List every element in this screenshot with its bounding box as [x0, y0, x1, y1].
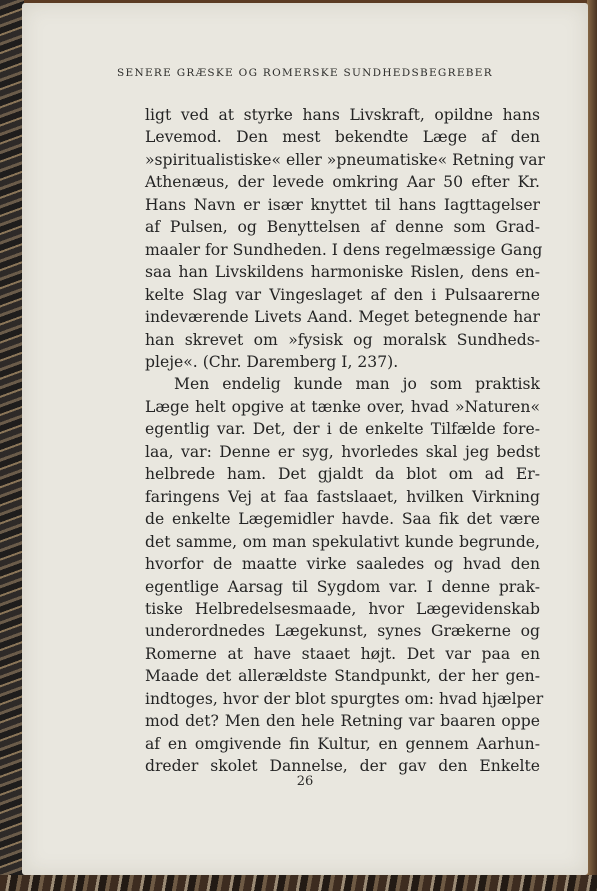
text-line: tiske Helbredelsesmaade, hvor Lægevidenskab — [145, 599, 540, 618]
text-line: egentlige Aarsag til Sygdom var. I denne prak- — [145, 577, 540, 596]
text-line: Maade det allerældste Standpunkt, der her gen- — [145, 667, 540, 686]
text-line: dreder skolet Dannelse, der gav den Enkelte — [145, 757, 540, 776]
text-line: pleje«. (Chr. Daremberg I, 237). — [145, 352, 399, 371]
text-line: de enkelte Lægemidler havde. Saa fik det være — [145, 510, 540, 529]
text-line: underordnedes Lægekunst, synes Grækerne og — [145, 622, 540, 641]
book-cover-edge — [0, 0, 24, 891]
text-line: Levemod. Den mest bekendte Læge af den — [145, 128, 540, 147]
text-line: saa han Livskildens harmoniske Rislen, dens en- — [145, 263, 540, 282]
text-line: af en omgivende fin Kultur, en gennem Aarhun- — [145, 734, 540, 753]
book-page — [22, 3, 588, 875]
text-line: indtoges, hvor der blot spurgtes om: hvad hjælper — [145, 689, 544, 708]
page-number: 26 — [296, 774, 314, 789]
text-line: Athenæus, der levede omkring Aar 50 efter Kr. — [145, 173, 540, 192]
text-line: laa, var: Denne er syg, hvorledes skal jeg bedst — [145, 442, 540, 461]
text-line: ligt ved at styrke hans Livskraft, opildne hans — [145, 106, 540, 124]
text-line: Læge helt opgive at tænke over, hvad »Naturen« — [145, 397, 540, 416]
text-line: maaler for Sundheden. I dens regelmæssige Gang — [145, 240, 543, 259]
text-line: det samme, om man spekulativt kunde begrunde, — [145, 532, 540, 551]
book-spine-edge — [587, 0, 597, 891]
book-bottom-edge — [0, 875, 597, 891]
text-line: indeværende Livets Aand. Meget betegnende har — [145, 308, 540, 327]
text-line: faringens Vej at faa fastslaaet, hvilken Virkning — [145, 487, 540, 506]
running-header: SENERE GRÆSKE OG ROMERSKE SUNDHEDSBEGREBER — [117, 67, 493, 79]
text-line: mod det? Men den hele Retning var baaren oppe — [145, 712, 540, 731]
text-line: kelte Slag var Vingeslaget af den i Pulsaarerne — [145, 285, 540, 304]
text-line: egentlig var. Det, der i de enkelte Tilfælde fore- — [145, 420, 540, 439]
text-line: han skrevet om »fysisk og moralsk Sundheds- — [145, 330, 540, 349]
text-line: helbrede ham. Det gjaldt da blot om ad Er- — [145, 465, 540, 484]
text-line: Men endelig kunde man jo som praktisk — [174, 375, 540, 394]
text-line: af Pulsen, og Benyttelsen af denne som Grad- — [145, 218, 540, 237]
body-text — [145, 104, 545, 778]
text-line: Hans Navn er især knyttet til hans Iagttagelser — [145, 195, 540, 214]
text-line: hvorfor de maatte virke saaledes og hvad den — [145, 555, 540, 574]
text-line: Romerne at have staaet højt. Det var paa en — [145, 644, 540, 663]
text-line: »spiritualistiske« eller »pneumatiske« Retning var — [145, 150, 545, 169]
